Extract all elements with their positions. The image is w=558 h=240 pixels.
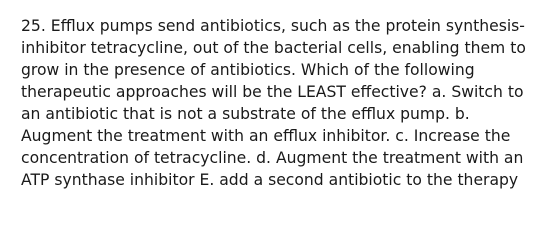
question-text	[21, 15, 551, 191]
question-line: Augment the treatment with an efflux inhibitor. c. Increase the	[21, 127, 511, 145]
question-line: ATP synthase inhibitor E. add a second antibiotic to the therapy	[21, 171, 519, 189]
question-line: 25. Efflux pumps send antibiotics, such as the protein synthesis-	[21, 17, 525, 35]
question-line: inhibitor tetracycline, out of the bacterial cells, enabling them to	[21, 39, 526, 57]
question-line: grow in the presence of antibiotics. Which of the following	[21, 61, 475, 79]
question-line: concentration of tetracycline. d. Augment the treatment with an	[21, 149, 524, 167]
question-line: an antibiotic that is not a substrate of the efflux pump. b.	[21, 105, 470, 123]
question-line: therapeutic approaches will be the LEAST effective? a. Switch to	[21, 83, 524, 101]
